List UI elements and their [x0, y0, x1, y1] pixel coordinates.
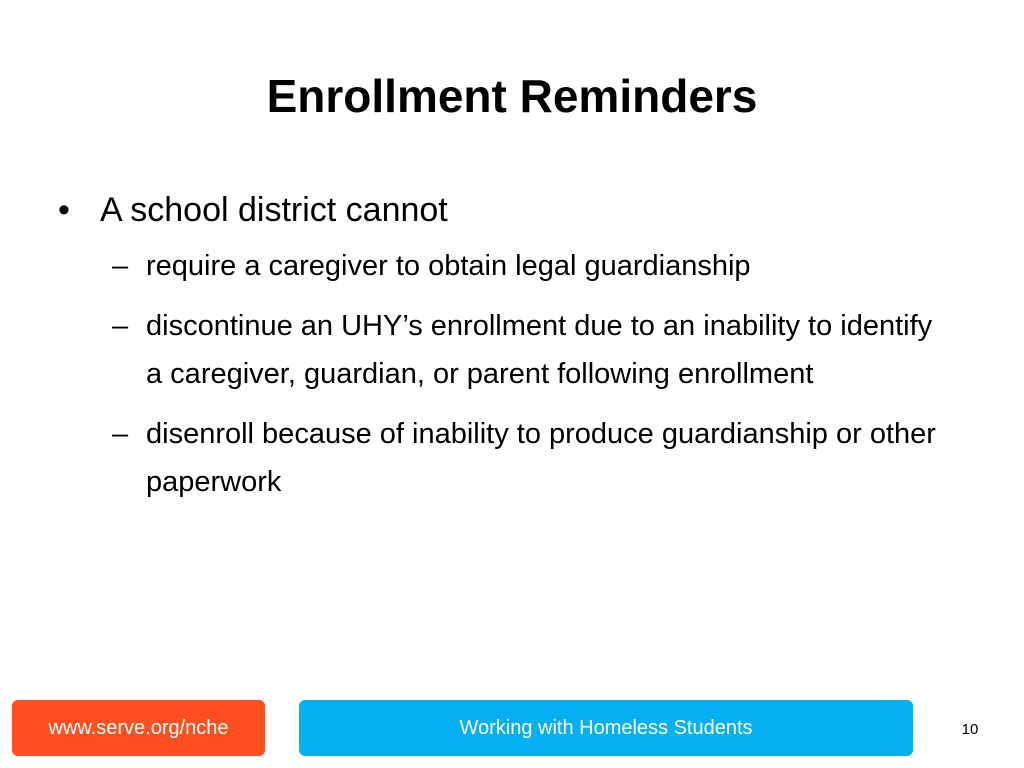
sub-bullet-item	[112, 410, 936, 506]
sub-bullet-text: discontinue an UHY’s enrollment due to an inability to identify a caregiver, guardian, or parent following enrollment	[146, 310, 933, 390]
presentation-title-footer: Working with Homeless Students	[299, 700, 913, 756]
slide-page-number: 10	[961, 721, 979, 738]
slide-title: Enrollment Reminders	[266, 70, 758, 122]
sub-bullet-item	[112, 242, 936, 290]
sub-bullet-marker: –	[112, 418, 129, 450]
sub-bullet-marker: –	[112, 250, 129, 282]
bullet-item	[58, 186, 978, 234]
website-footer-link[interactable]: www.serve.org/nche	[12, 700, 265, 756]
sub-bullet-text: disenroll because of inability to produce guardianship or other paperwork	[146, 418, 936, 498]
sub-bullet-marker: –	[112, 310, 129, 342]
slide-content	[58, 186, 978, 518]
sub-bullet-list	[58, 242, 978, 506]
bullet-text: A school district cannot	[100, 191, 448, 229]
sub-bullet-text: require a caregiver to obtain legal guardianship	[146, 250, 751, 282]
sub-bullet-item	[112, 302, 936, 398]
bullet-marker: •	[58, 191, 70, 229]
